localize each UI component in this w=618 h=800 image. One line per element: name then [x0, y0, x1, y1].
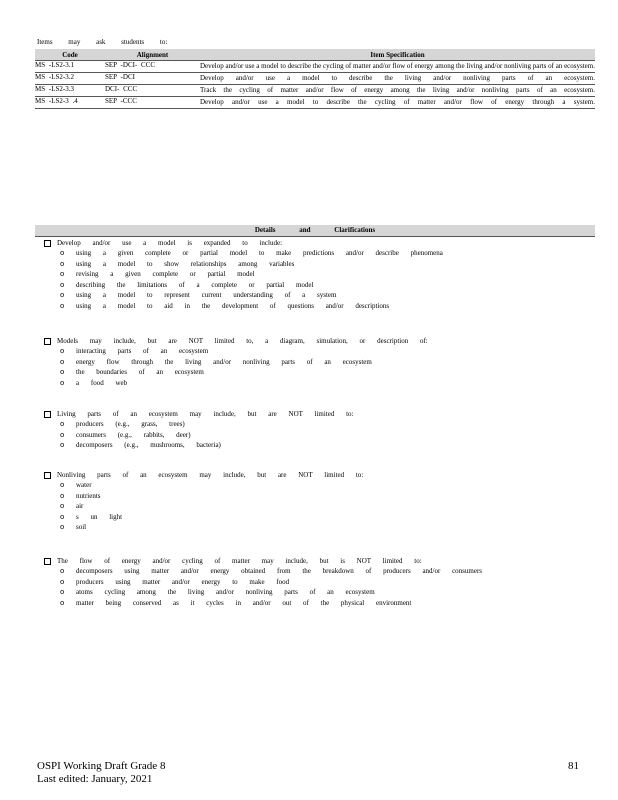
- section-nonliving-parts: [44, 470, 544, 533]
- section-heading: [44, 238, 544, 248]
- circle-bullet-icon: o: [60, 577, 65, 586]
- list-item: o using a model to represent current understanding of a system: [60, 291, 337, 299]
- details-header: Details and Clarifications: [35, 225, 595, 237]
- table-row: [35, 85, 595, 97]
- section-models: [44, 336, 544, 388]
- section-develop-model: [44, 238, 544, 311]
- row-alignment: SEP -DCI: [105, 73, 200, 85]
- checkbox-bullet-icon: [44, 472, 51, 479]
- list-item: o matter being conserved as it cycles in and/or out of the physical environment: [60, 598, 412, 607]
- item-specification-table: [35, 49, 595, 109]
- circle-bullet-icon: o: [60, 588, 65, 596]
- row-specification: Develop and/or use a model to describe the cycling of matter and/or flow of energy through a system.: [200, 97, 595, 109]
- circle-bullet-icon: o: [60, 259, 65, 268]
- circle-bullet-icon: o: [60, 512, 65, 521]
- list-item: o nutrients: [60, 491, 101, 500]
- list-item: o consumers (e.g., rabbits, deer): [60, 430, 191, 439]
- list-item: o air: [60, 502, 84, 510]
- row-code: MS -LS2-3.2: [35, 73, 105, 85]
- intro-text: Items may ask students to:: [37, 38, 168, 46]
- checkbox-bullet-icon: [44, 338, 51, 345]
- column-header-code: Code: [35, 49, 105, 61]
- list-item: o energy flow through the living and/or nonliving parts of an ecosystem: [60, 357, 372, 366]
- list-item: o atoms cycling among the living and/or nonliving parts of an ecosystem: [60, 588, 375, 596]
- checkbox-bullet-icon: [44, 411, 51, 418]
- section-heading-text: Living parts of an ecosystem may include, but are NOT limited to:: [57, 410, 354, 418]
- section-heading-text: Models may include, but are NOT limited to, a diagram, simulation, or description of:: [57, 337, 428, 345]
- circle-bullet-icon: o: [60, 598, 65, 607]
- row-alignment: SEP -CCC: [105, 97, 200, 109]
- row-code: MS -LS2-3 .4: [35, 97, 105, 109]
- table-row: [35, 61, 595, 73]
- circle-bullet-icon: o: [60, 430, 65, 439]
- section-heading-text: Develop and/or use a model is expanded to include:: [57, 239, 283, 247]
- checkbox-bullet-icon: [44, 558, 51, 565]
- circle-bullet-icon: o: [60, 481, 65, 489]
- footer-draft-label: OSPI Working Draft Grade 8: [37, 760, 166, 772]
- list-item: o soil: [60, 523, 87, 531]
- list-item: o decomposers (e.g., mushrooms, bacteria): [60, 441, 221, 449]
- table-header-row: [35, 49, 595, 61]
- list-item: o using a model to aid in the development of questions and/or descriptions: [60, 301, 390, 310]
- page-number: 81: [568, 760, 579, 772]
- list-item: o using a given complete or partial model to make predictions and/or describe phenomena: [60, 249, 443, 257]
- row-alignment: SEP -DCI- CCC: [105, 61, 200, 73]
- row-alignment: DCI- CCC: [105, 85, 200, 97]
- circle-bullet-icon: o: [60, 291, 65, 299]
- circle-bullet-icon: o: [60, 368, 65, 376]
- row-specification: Track the cycling of matter and/or flow of energy among the living and/or nonliving parts of an ecosystem.: [200, 85, 595, 97]
- section-heading: [44, 556, 544, 566]
- list-item: o interacting parts of an ecosystem: [60, 347, 209, 355]
- row-code: MS -LS2-3.3: [35, 85, 105, 97]
- table-row: [35, 73, 595, 85]
- checkbox-bullet-icon: [44, 240, 51, 247]
- circle-bullet-icon: o: [60, 357, 65, 366]
- column-header-specification: Item Specification: [200, 49, 595, 61]
- table-row: [35, 97, 595, 109]
- column-header-alignment: Alignment: [105, 49, 200, 61]
- list-item: o the boundaries of an ecosystem: [60, 368, 204, 376]
- circle-bullet-icon: o: [60, 523, 65, 531]
- circle-bullet-icon: o: [60, 567, 65, 575]
- section-heading: [44, 470, 544, 480]
- footer-last-edited: Last edited: January, 2021: [37, 773, 153, 785]
- section-heading-text: The flow of energy and/or cycling of matter may include, but is NOT limited to:: [57, 557, 422, 565]
- list-item: o describing the limitations of a complete or partial model: [60, 280, 314, 289]
- list-item: o s un light: [60, 512, 123, 521]
- row-specification: Develop and/or use a model to describe the cycling of matter and/or flow of energy among the living and/or nonliving parts of an ecosystem.: [200, 61, 595, 73]
- list-item: o a food web: [60, 378, 128, 387]
- row-specification: Develop and/or use a model to describe the living and/or nonliving parts of an ecosystem.: [200, 73, 595, 85]
- section-heading: [44, 336, 544, 346]
- section-living-parts: [44, 409, 544, 451]
- circle-bullet-icon: o: [60, 301, 65, 310]
- list-item: o using a model to show relationships among variables: [60, 259, 295, 268]
- circle-bullet-icon: o: [60, 347, 65, 355]
- circle-bullet-icon: o: [60, 420, 65, 428]
- circle-bullet-icon: o: [60, 491, 65, 500]
- circle-bullet-icon: o: [60, 270, 65, 278]
- list-item: o decomposers using matter and/or energy obtained from the breakdown of producers and/or consumers: [60, 567, 483, 575]
- list-item: o producers using matter and/or energy to make food: [60, 577, 290, 586]
- section-energy-matter: [44, 556, 544, 608]
- section-heading-text: Nonliving parts of an ecosystem may include, but are NOT limited to:: [57, 471, 364, 479]
- circle-bullet-icon: o: [60, 249, 65, 257]
- list-item: o revising a given complete or partial model: [60, 270, 255, 278]
- circle-bullet-icon: o: [60, 378, 65, 387]
- list-item: o water: [60, 481, 92, 489]
- circle-bullet-icon: o: [60, 502, 65, 510]
- row-code: MS -LS2-3.1: [35, 61, 105, 73]
- circle-bullet-icon: o: [60, 280, 65, 289]
- list-item: o producers (e.g., grass, trees): [60, 420, 185, 428]
- circle-bullet-icon: o: [60, 441, 65, 449]
- section-heading: [44, 409, 544, 419]
